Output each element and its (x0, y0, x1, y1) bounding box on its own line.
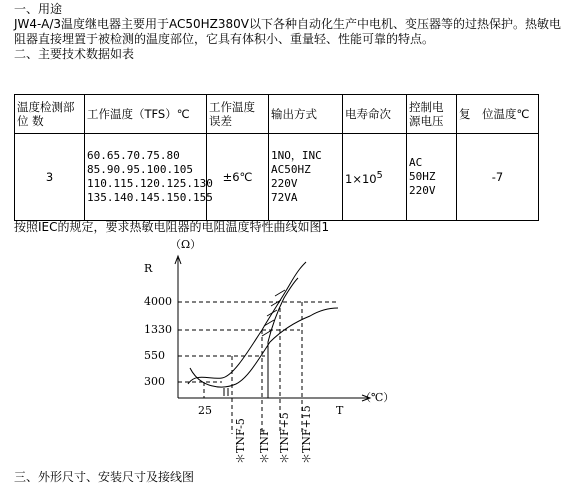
output-line: 72VA (271, 191, 298, 204)
x-marker-label: ＊TNF+5 (278, 412, 291, 464)
output-line: 220V (271, 177, 298, 190)
spec-table (14, 94, 539, 221)
x-tick-label: 25 (198, 404, 212, 417)
hatch-mark (271, 300, 281, 306)
lower-boundary-curve (190, 308, 338, 387)
hatch-mark (267, 310, 277, 316)
y-axis-label: R (144, 262, 153, 275)
temp-line: 135.140.145.150.155 (87, 191, 213, 204)
output-line: 1NO，INC (271, 149, 322, 162)
output-line: AC50HZ (271, 163, 311, 176)
header-count: 温度检测部位 数 (15, 95, 85, 134)
header-life: 电寿命次 (343, 95, 407, 134)
cell-output (269, 134, 343, 221)
cell-error: ±6℃ (207, 134, 269, 221)
header-reset: 复 位温度℃ (457, 95, 539, 134)
x-unit-label: （℃） (360, 391, 395, 404)
cell-reset: -7 (457, 134, 539, 221)
temp-line: 60.65.70.75.80 (87, 149, 180, 162)
table-header-row (15, 95, 539, 134)
power-line: AC (409, 156, 423, 169)
usage-paragraph-line-2: 阻器直接埋置于被检测的温度部位，它具有体积小、重量轻、性能可靠的特点。 (14, 32, 435, 46)
header-error: 工作温度误差 (207, 95, 269, 134)
upper-boundary-curve (188, 262, 306, 384)
header-power: 控制电源电压 (407, 95, 457, 134)
temp-line: 110.115.120.125.130 (87, 177, 213, 190)
usage-paragraph-line-1: JW4-A/3温度继电器主要用于AC50HZ380V以下各种自动化生产中电机、变压器等的过热保护。热敏电 (14, 17, 561, 31)
header-output: 输出方式 (269, 95, 343, 134)
y-tick-label: 1330 (144, 323, 172, 336)
temp-line: 85.90.95.100.105 (87, 163, 193, 176)
power-line: 220V (409, 184, 436, 197)
y-tick-label: 300 (144, 375, 165, 388)
heading-usage: 一、用途 (14, 2, 63, 16)
y-unit-label: （Ω） (170, 238, 202, 251)
y-tick-label: 4000 (144, 295, 172, 308)
power-line: 50HZ (409, 170, 436, 183)
x-marker-label: ＊TNF-5 (234, 418, 247, 464)
iec-caption: 按照IEC的规定，要求热敏电阻器的电阻温度特性曲线如图1 (14, 220, 330, 234)
table-row (15, 134, 539, 221)
x-marker-label: ＊TNF (258, 428, 271, 464)
header-temp: 工作温度（TFS）℃ (85, 95, 207, 134)
cell-count: 3 (15, 134, 85, 221)
heading-dimensions: 三、外形尺寸、安装尺寸及接线图 (14, 470, 195, 484)
cell-power (407, 134, 457, 221)
cell-temps (85, 134, 213, 221)
y-tick-label: 550 (144, 349, 165, 362)
resistance-temperature-chart (140, 238, 420, 466)
life-exponent: 5 (376, 169, 383, 181)
x-axis-letter: T (336, 404, 344, 417)
x-marker-label: ＊TNF+15 (300, 405, 313, 464)
cell-life (343, 134, 407, 221)
heading-tech-data: 二、主要技术数据如表 (14, 47, 135, 61)
life-base: 1×10 (345, 171, 377, 186)
